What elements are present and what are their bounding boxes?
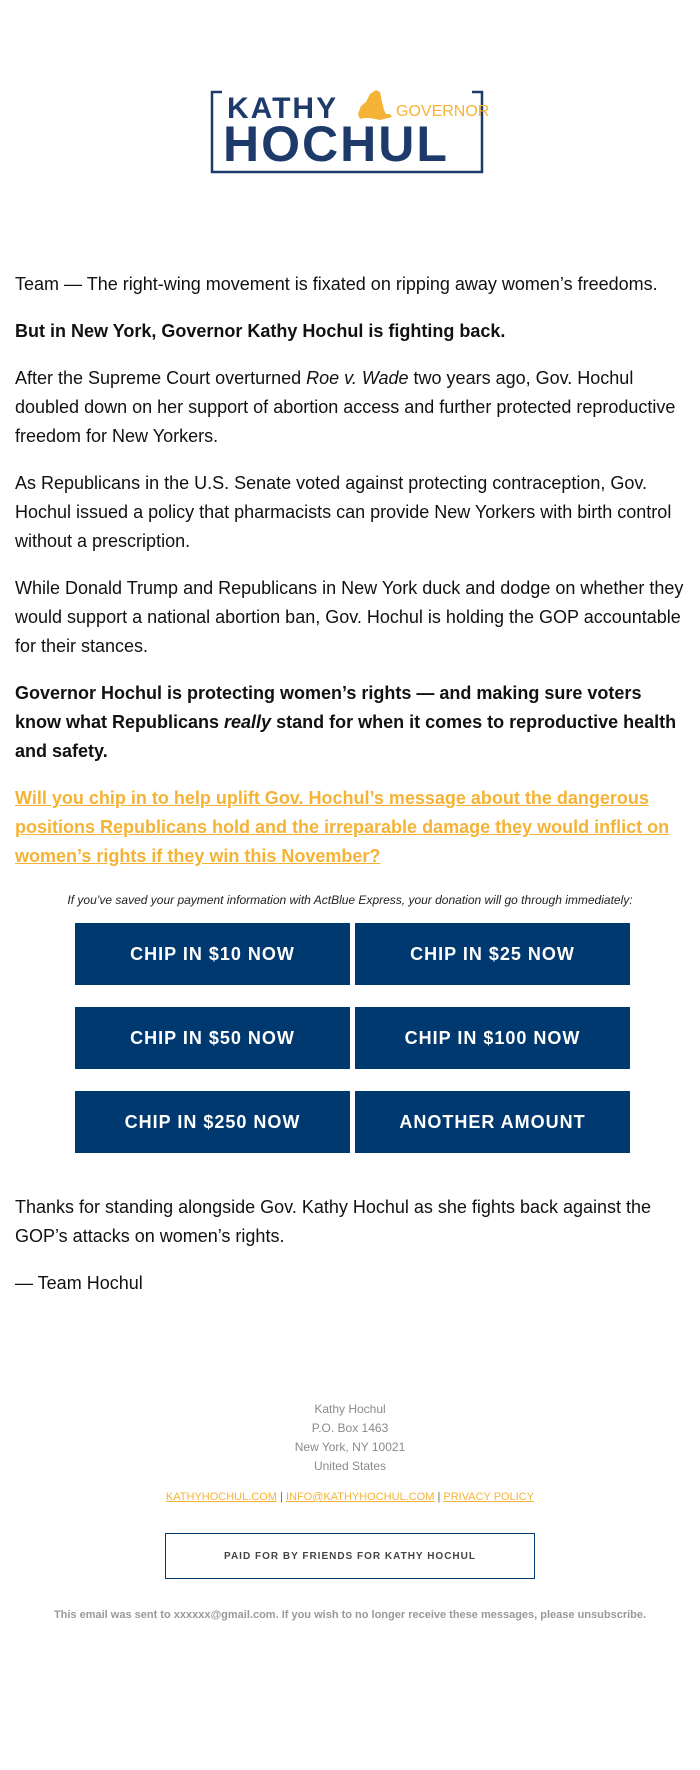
footer bbox=[0, 1400, 700, 1621]
paragraph-abortion-ban: While Donald Trump and Republicans in New York duck and dodge on whether they would support a national abortion ban, Gov. Hochul is holding the GOP accountable for their stances. bbox=[15, 578, 684, 656]
chip-in-100-button[interactable]: CHIP IN $100 NOW bbox=[355, 1007, 630, 1069]
kathy-hochul-logo bbox=[210, 84, 490, 176]
paragraph-intro: Team — The right-wing movement is fixated on ripping away women’s freedoms. bbox=[15, 274, 658, 294]
website-link[interactable]: KATHYHOCHUL.COM bbox=[165, 1491, 277, 1503]
chip-in-25-button[interactable]: CHIP IN $25 NOW bbox=[355, 923, 630, 985]
email-link[interactable]: INFO@KATHYHOCHUL.COM bbox=[285, 1491, 435, 1503]
another-amount-button[interactable]: ANOTHER AMOUNT bbox=[355, 1091, 630, 1153]
paid-for-disclaimer: PAID FOR BY FRIENDS FOR KATHY HOCHUL bbox=[165, 1533, 535, 1579]
logo-first-name: KATHY bbox=[227, 92, 339, 125]
donation-buttons bbox=[75, 923, 625, 1153]
actblue-note: If you’ve saved your payment information with ActBlue Express, your donation will go through immediately: bbox=[67, 893, 633, 907]
unsubscribe-notice[interactable]: This email was sent to xxxxxx@gmail.com. If you wish to no longer receive these messages, please unsubscribe. bbox=[53, 1609, 647, 1621]
chip-in-250-button[interactable]: CHIP IN $250 NOW bbox=[75, 1091, 350, 1153]
logo-title: GOVERNOR bbox=[396, 103, 490, 120]
paragraph-protecting: Governor Hochul is protecting women’s rights — and making sure voters know what Republicans really stand for when it comes to reproductive health and safety. bbox=[15, 683, 677, 761]
privacy-policy-link[interactable]: PRIVACY POLICY bbox=[443, 1491, 535, 1503]
chip-in-link[interactable]: Will you chip in to help uplift Gov. Hochul’s message about the dangerous positions Republicans hold and the irreparable damage they would inflict on women’s rights if they win this November? bbox=[15, 788, 670, 866]
paragraph-roe: After the Supreme Court overturned Roe v. Wade two years ago, Gov. Hochul doubled down on her support of abortion access and further protected reproductive freedom for New Yorkers. bbox=[15, 368, 676, 446]
chip-in-10-button[interactable]: CHIP IN $10 NOW bbox=[75, 923, 350, 985]
paragraph-thanks: Thanks for standing alongside Gov. Kathy Hochul as she fights back against the GOP’s attacks on women’s rights. bbox=[15, 1197, 652, 1246]
email-body bbox=[15, 270, 685, 1316]
signature: — Team Hochul bbox=[15, 1273, 143, 1293]
paragraph-contraception: As Republicans in the U.S. Senate voted against protecting contraception, Gov. Hochul issued a policy that pharmacists can provide New Yorkers with birth control without a prescription. bbox=[15, 473, 672, 551]
logo-surname: HOCHUL bbox=[223, 116, 449, 172]
mailing-address: Kathy Hochul P.O. Box 1463 New York, NY 10021 United States bbox=[294, 1402, 406, 1473]
logo bbox=[0, 84, 700, 184]
chip-in-50-button[interactable]: CHIP IN $50 NOW bbox=[75, 1007, 350, 1069]
footer-links: KATHYHOCHUL.COM | INFO@KATHYHOCHUL.COM | PRIVACY POLICY bbox=[165, 1491, 535, 1503]
paragraph-fighting-back: But in New York, Governor Kathy Hochul is fighting back. bbox=[15, 321, 506, 341]
